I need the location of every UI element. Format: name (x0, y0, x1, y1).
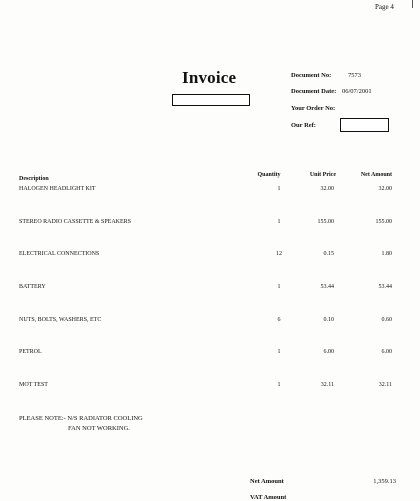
redacted-name-box (172, 94, 250, 106)
row-description: ELECTRICAL CONNECTIONS (19, 251, 100, 257)
net-amount-total: 1,359.13 (373, 478, 396, 485)
row-description: NUTS, BOLTS, WASHERS, ETC (19, 317, 102, 323)
row-quantity: 1 (277, 382, 281, 388)
redacted-ref-box (340, 118, 389, 132)
col-header-quantity: Quantity (257, 172, 281, 178)
row-description: STEREO RADIO CASSETTE & SPEAKERS (19, 219, 132, 225)
col-header-description: Description (19, 176, 49, 182)
row-unit-price: 53.44 (320, 284, 334, 290)
row-unit-price: 32.11 (320, 382, 334, 388)
row-description: MOT TEST (19, 382, 48, 388)
row-net-amount: 0.60 (381, 317, 392, 323)
row-net-amount: 53.44 (378, 284, 392, 290)
page-corner-mark (412, 0, 420, 8)
note-line-2: FAN NOT WORKING. (68, 425, 130, 432)
col-header-net-amount: Net Amount (360, 172, 392, 178)
row-quantity: 12 (276, 251, 282, 257)
row-description: HALOGEN HEADLIGHT KIT (19, 186, 96, 192)
row-quantity: 1 (277, 284, 281, 290)
document-date-value: 06/07/2001 (342, 88, 372, 95)
row-unit-price: 32.00 (320, 186, 334, 192)
row-unit-price: 0.15 (323, 251, 334, 257)
row-quantity: 1 (277, 186, 281, 192)
row-net-amount: 6.00 (381, 349, 392, 355)
row-net-amount: 1.80 (381, 251, 392, 257)
row-description: PETROL (19, 349, 42, 355)
row-net-amount: 155.00 (375, 219, 392, 225)
note-line-1: PLEASE NOTE:- N/S RADIATOR COOLING (19, 415, 143, 422)
col-header-unit-price: Unit Price (309, 172, 336, 178)
vat-amount-label: VAT Amount (250, 494, 287, 501)
net-amount-label: Net Amount (250, 478, 284, 485)
row-net-amount: 32.00 (378, 186, 392, 192)
row-quantity: 6 (277, 317, 281, 323)
row-net-amount: 32.11 (378, 382, 392, 388)
row-unit-price: 0.10 (323, 317, 334, 323)
invoice-title: Invoice (182, 68, 237, 87)
document-no-label: Document No: (291, 72, 332, 79)
row-unit-price: 155.00 (317, 219, 334, 225)
row-description: BATTERY (19, 284, 46, 290)
document-date-label: Document Date: (291, 88, 337, 95)
row-quantity: 1 (277, 219, 281, 225)
page-number: Page 4 (375, 3, 394, 11)
your-order-no-label: Your Order No: (291, 105, 336, 112)
our-ref-label: Our Ref: (291, 122, 316, 129)
row-quantity: 1 (277, 349, 281, 355)
document-no-value: 7573 (348, 72, 361, 79)
row-unit-price: 6.00 (323, 349, 334, 355)
